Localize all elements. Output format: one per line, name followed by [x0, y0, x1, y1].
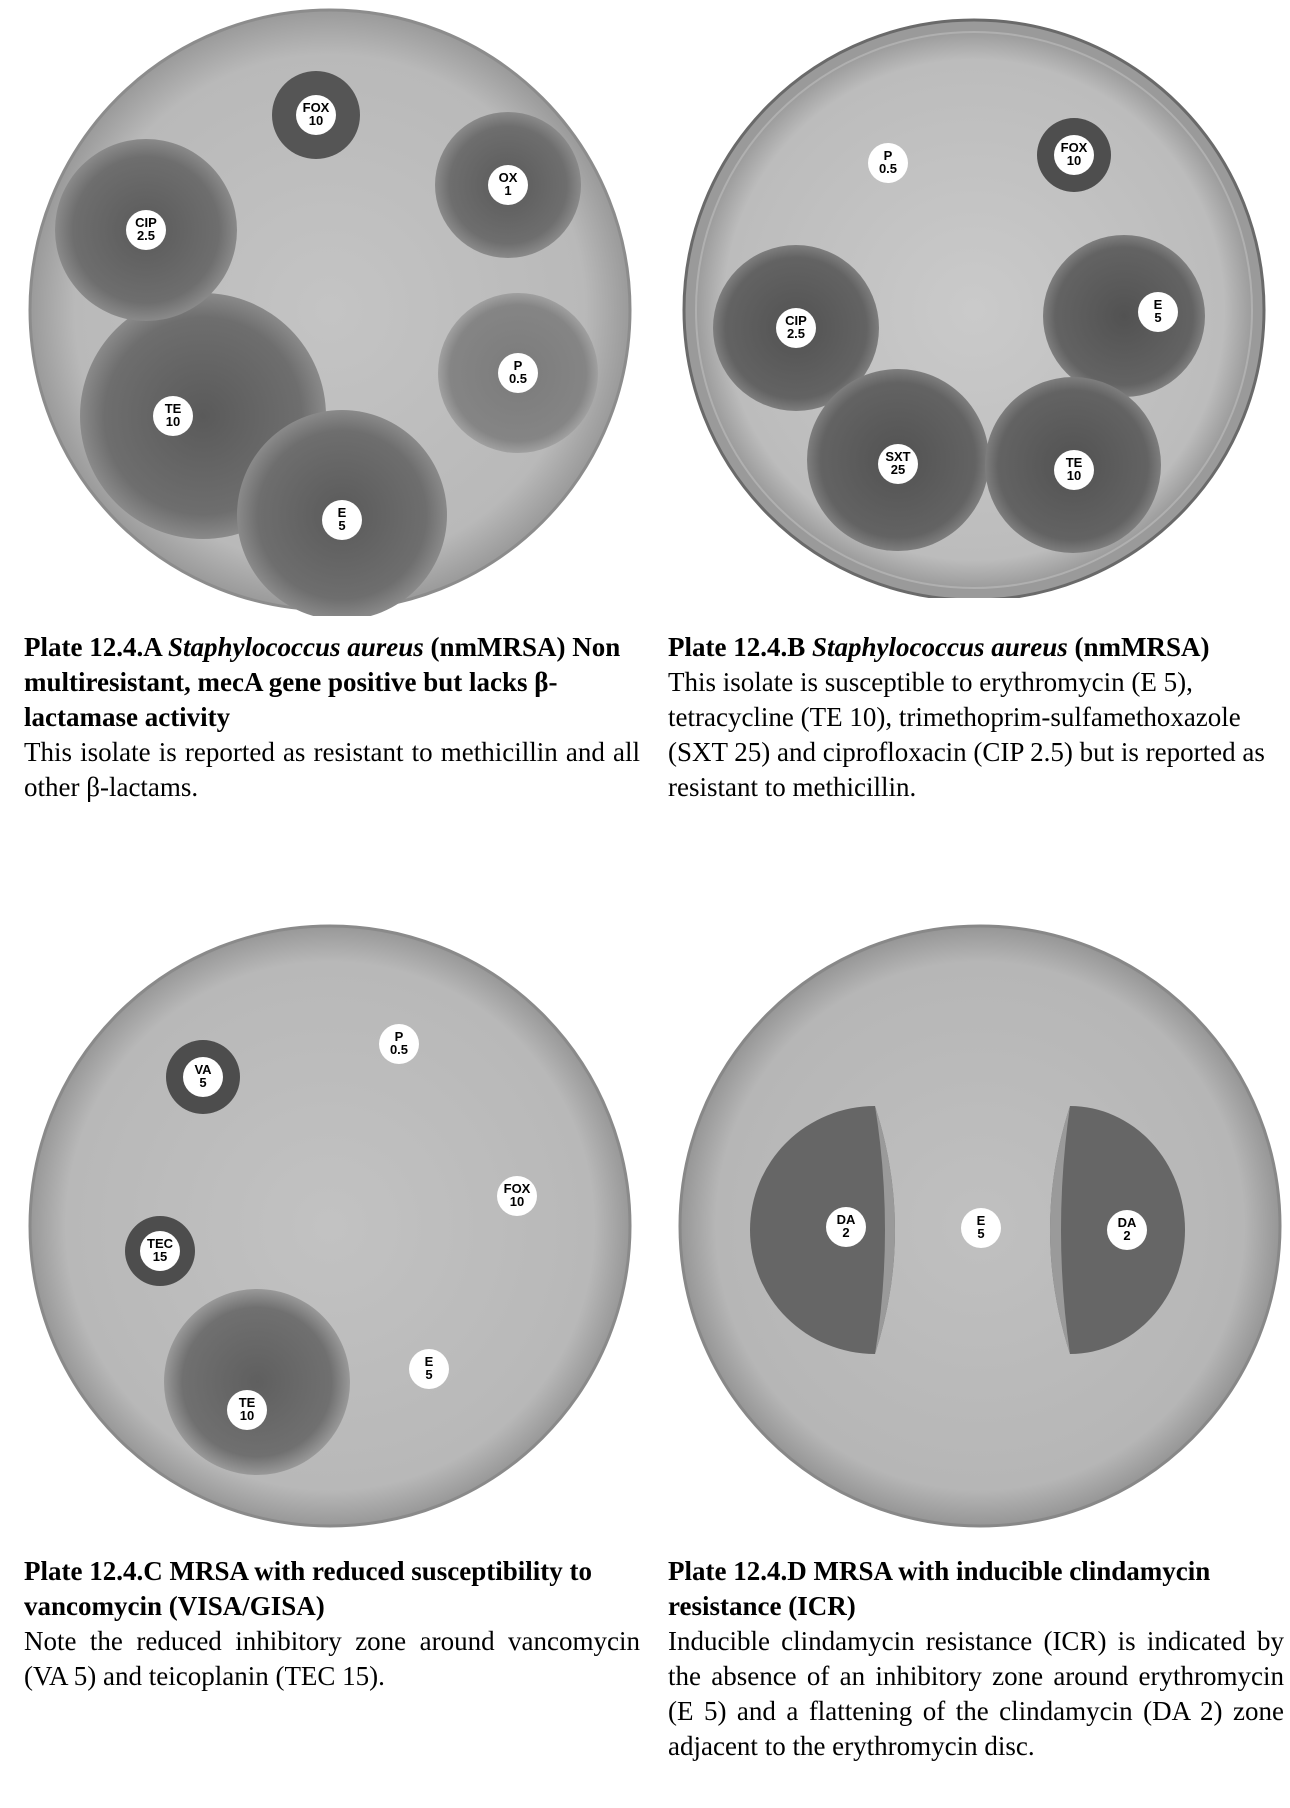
disc-e	[961, 1208, 1001, 1248]
svg-text:TE: TE	[238, 1395, 256, 1410]
disc-te	[153, 396, 193, 436]
svg-text:TE: TE	[1065, 455, 1083, 470]
svg-text:VA: VA	[194, 1062, 212, 1077]
disc-ox	[488, 165, 528, 205]
caption-a-body: This isolate is reported as resistant to methicillin and all other β-lactams.	[24, 737, 640, 802]
svg-text:P: P	[394, 1029, 404, 1044]
svg-text:SXT: SXT	[885, 449, 911, 464]
caption-a	[24, 630, 640, 805]
caption-c-title: Plate 12.4.C MRSA with reduced susceptibility to vancomycin (VISA/GISA)	[24, 1556, 592, 1621]
svg-text:1: 1	[504, 183, 512, 198]
svg-text:10: 10	[239, 1408, 255, 1423]
zone-te	[164, 1289, 350, 1475]
svg-text:E: E	[1153, 297, 1163, 312]
svg-text:2: 2	[1123, 1228, 1131, 1243]
caption-d-title: Plate 12.4.D MRSA with inducible clindamycin resistance (ICR)	[668, 1556, 1211, 1621]
disc-te	[227, 1390, 267, 1430]
svg-text:2.5: 2.5	[786, 326, 806, 341]
svg-text:2: 2	[842, 1225, 850, 1240]
svg-text:TEC: TEC	[147, 1236, 173, 1251]
disc-cip	[126, 210, 166, 250]
caption-d	[668, 1554, 1284, 1764]
disc-p	[379, 1024, 419, 1064]
svg-text:FOX: FOX	[1060, 140, 1088, 155]
disc-da-left	[826, 1207, 866, 1247]
svg-text:CIP: CIP	[135, 215, 157, 230]
plate-b-image	[670, 18, 1290, 598]
svg-text:10: 10	[509, 1194, 525, 1209]
svg-text:E: E	[976, 1213, 986, 1228]
disc-cip	[776, 308, 816, 348]
svg-text:DA: DA	[836, 1212, 856, 1227]
svg-text:5: 5	[977, 1226, 985, 1241]
svg-text:25: 25	[890, 462, 906, 477]
caption-c-body: Note the reduced inhibitory zone around vancomycin (VA 5) and teicoplanin (TEC 15).	[24, 1626, 640, 1691]
svg-text:P: P	[513, 358, 523, 373]
disc-fox	[296, 95, 336, 135]
svg-text:2.5: 2.5	[136, 228, 156, 243]
svg-text:5: 5	[1154, 310, 1162, 325]
caption-b	[668, 630, 1284, 805]
svg-text:FOX: FOX	[302, 100, 330, 115]
svg-text:10: 10	[1066, 468, 1082, 483]
zone-e	[1043, 235, 1205, 397]
disc-te	[1054, 450, 1094, 490]
svg-text:0.5: 0.5	[389, 1042, 409, 1057]
svg-text:5: 5	[338, 518, 346, 533]
disc-e	[1138, 292, 1178, 332]
caption-d-body: Inducible clindamycin resistance (ICR) is indicated by the absence of an inhibitory zone around erythromycin (E 5) and a flattening of the clindamycin (DA 2) zone adjacent to the erythromycin disc.	[668, 1626, 1284, 1761]
disc-fox	[1054, 135, 1094, 175]
svg-text:FOX: FOX	[503, 1181, 531, 1196]
plate-d-image	[670, 920, 1290, 1532]
disc-fox	[497, 1176, 537, 1216]
disc-e	[409, 1349, 449, 1389]
caption-b-body: This isolate is susceptible to erythromycin (E 5), tetracycline (TE 10), trimethoprim-sulfamethoxazole (SXT 25) and ciprofloxacin (CIP 2.5) but is reported as resistant to methicillin.	[668, 667, 1265, 802]
svg-text:15: 15	[152, 1249, 168, 1264]
disc-va	[183, 1057, 223, 1097]
svg-text:E: E	[424, 1354, 434, 1369]
disc-da-right	[1107, 1210, 1147, 1250]
svg-text:E: E	[337, 505, 347, 520]
caption-a-title: Plate 12.4.A Staphylococcus aureus (nmMRSA) Non multiresistant, mecA gene positive but lacks β-lactamase activity	[24, 632, 621, 732]
caption-c	[24, 1554, 640, 1694]
svg-text:10: 10	[308, 113, 324, 128]
disc-sxt	[878, 444, 918, 484]
plate-a-image	[20, 4, 640, 616]
disc-p	[868, 143, 908, 183]
disc-e	[322, 500, 362, 540]
svg-text:0.5: 0.5	[508, 371, 528, 386]
plate-c-image	[20, 920, 640, 1532]
svg-text:TE: TE	[164, 401, 182, 416]
svg-text:0.5: 0.5	[878, 161, 898, 176]
svg-text:CIP: CIP	[785, 313, 807, 328]
caption-b-title: Plate 12.4.B Staphylococcus aureus (nmMRSA)	[668, 632, 1210, 662]
svg-text:10: 10	[1066, 153, 1082, 168]
svg-text:5: 5	[425, 1367, 433, 1382]
svg-text:DA: DA	[1117, 1215, 1137, 1230]
disc-p	[498, 353, 538, 393]
svg-text:OX: OX	[498, 170, 518, 185]
svg-text:P: P	[883, 148, 893, 163]
svg-text:5: 5	[199, 1075, 207, 1090]
disc-tec	[140, 1231, 180, 1271]
svg-text:10: 10	[165, 414, 181, 429]
